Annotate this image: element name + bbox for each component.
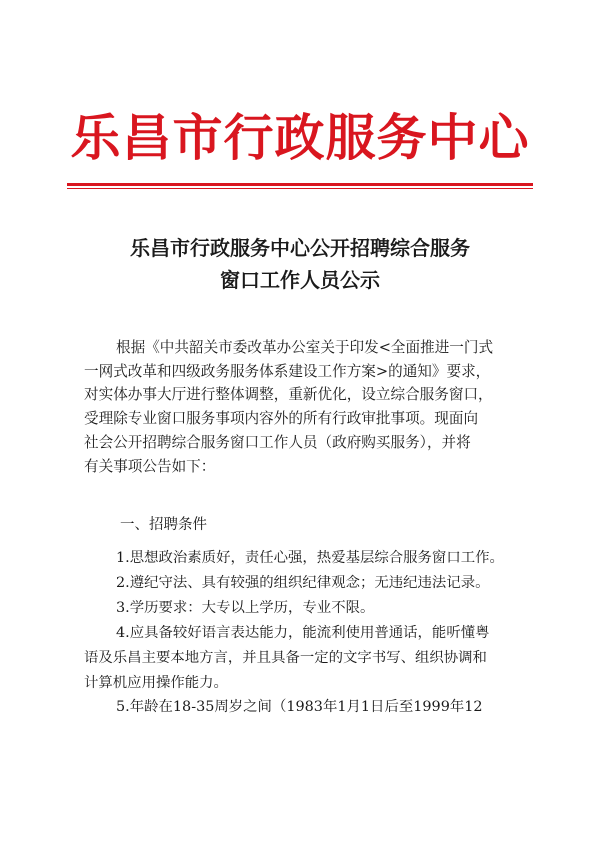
requirement-item: 3.学历要求：大专以上学历，专业不限。: [116, 599, 375, 616]
document-title-line-1: 乐昌市行政服务中心公开招聘综合服务: [130, 236, 470, 260]
requirement-item-continued: 语及乐昌主要本地方言，并且具备一定的文字书写、组织协调和: [84, 649, 487, 666]
requirement-item: 1.思想政治素质好，责任心强，热爱基层综合服务窗口工作。: [116, 550, 504, 566]
masthead-rule-thick: [67, 183, 533, 186]
intro-line: 受理除专业窗口服务事项内容外的所有行政审批事项。现面向: [84, 410, 479, 428]
intro-line: 社会公开招聘综合服务窗口工作人员（政府购买服务），并将: [84, 433, 471, 451]
requirement-item: 2.遵纪守法、具有较强的组织纪律观念；无违纪违法记录。: [116, 574, 490, 591]
document-title-line-2: 窗口工作人员公示: [220, 268, 380, 292]
section-heading-recruitment-conditions: 一、招聘条件: [120, 517, 207, 533]
masthead-rule-thin: [67, 188, 533, 189]
requirement-item: 4.应具备较好语言表达能力，能流利使用普通话，能听懂粤: [116, 624, 490, 641]
requirement-item-continued: 计算机应用操作能力。: [84, 674, 228, 691]
requirements-list: [84, 546, 534, 720]
intro-line: 一网式改革和四级政务服务体系建设工作方案>的通知》要求，: [84, 362, 491, 380]
intro-line: 对实体办事大厅进行整体调整，重新优化，设立综合服务窗口，: [84, 386, 493, 404]
intro-line: 有关事项公告如下：: [84, 457, 216, 475]
intro-line: 根据《中共韶关市委改革办公室关于印发<全面推进一门式: [116, 339, 494, 356]
requirement-item: 5.年龄在18-35周岁之间（1983年1月1日后至1999年12: [116, 699, 483, 716]
masthead-title: 乐昌市行政服务中心: [70, 108, 530, 167]
document-title: [0, 232, 600, 296]
intro-paragraph: [84, 336, 534, 478]
